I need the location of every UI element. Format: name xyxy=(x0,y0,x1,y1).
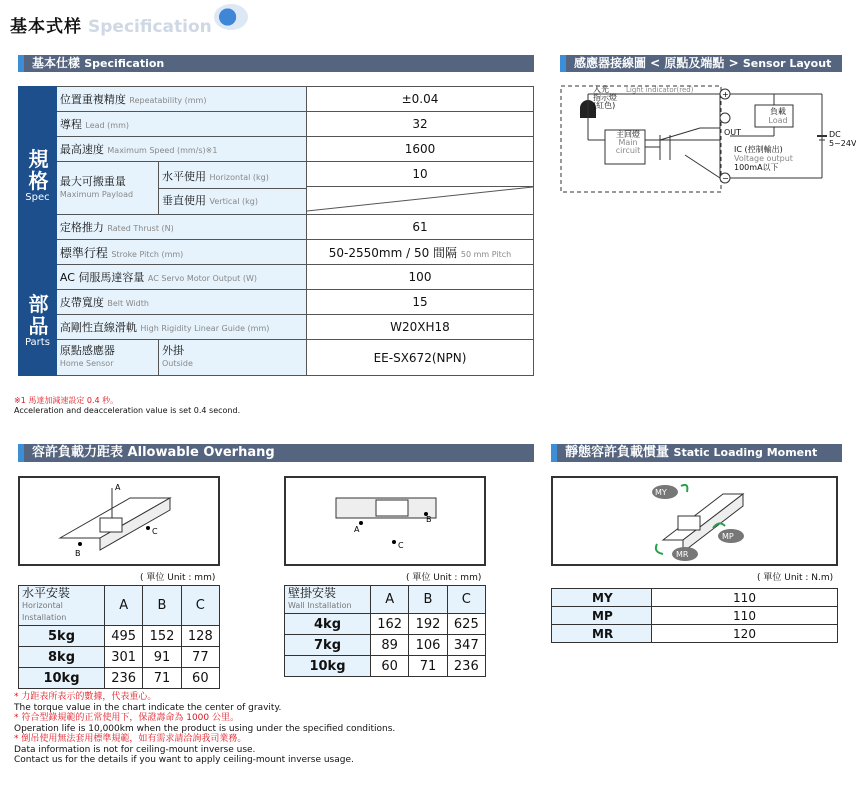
table-row: 定格推力 Rated Thrust (N) 61 xyxy=(19,215,534,240)
page-title xyxy=(10,12,212,37)
spec-table xyxy=(18,86,534,376)
table-row: 高剛性直線滑軌 High Rigidity Linear Guide (mm) W20XH18 xyxy=(19,315,534,340)
title-en: Specification xyxy=(88,17,212,37)
svg-text:+: + xyxy=(722,90,729,99)
table-row: 最大可搬重量 Maximum Payload 水平使用 Horizontal (kg) 垂直使用 Vertical (kg) 10 xyxy=(19,162,534,215)
moment-unit: ( 單位 Unit : N.m) xyxy=(757,573,834,583)
spec-section-bar: 基本仕樣 Specification xyxy=(18,55,534,72)
table-row: 原點感應器 Home Sensor 外掛 Outside EE-SX672(NPN) xyxy=(19,340,534,376)
moment-table xyxy=(551,588,838,643)
out-label: OUT xyxy=(724,128,742,137)
svg-text:C: C xyxy=(152,527,158,536)
title-zh: 基本式样 xyxy=(10,17,82,37)
table-row: 導程 Lead (mm) 32 xyxy=(19,112,534,137)
wall-table: 壁掛安裝 Wall Installation A B C 4kg 162 192 625 7kg 89 106 347 10kg 60 71 236 xyxy=(284,585,486,677)
svg-text:MP: MP xyxy=(722,532,734,541)
table-row: MP 110 xyxy=(552,607,838,625)
table-row: 標準行程 Stroke Pitch (mm) 50-2550mm / 50 間隔 50 mm Pitch xyxy=(19,240,534,265)
horizontal-table: 水平安裝 Horizontal Installation A B C 5kg 495 152 128 8kg 301 91 77 10kg 236 71 60 xyxy=(18,585,220,689)
moment-diagram xyxy=(551,476,838,566)
table-row: 最高速度 Maximum Speed (mm/s)※1 1600 xyxy=(19,137,534,162)
svg-text:B: B xyxy=(75,549,81,558)
table-row: 部品 Parts AC 伺服馬達容量 AC Servo Motor Output (W) 100 xyxy=(19,265,534,290)
spec-category: 規格 Spec xyxy=(19,87,57,265)
wall-unit: ( 單位 Unit : mm) xyxy=(406,573,482,583)
horizontal-unit: ( 單位 Unit : mm) xyxy=(140,573,216,583)
title-dot-icon xyxy=(214,4,248,30)
light-indicator-en: Light indicator(red) xyxy=(626,86,694,94)
svg-text:B: B xyxy=(426,515,432,524)
light-indicator-label: 入光 指示燈 (紅色) xyxy=(593,85,617,110)
svg-text:A: A xyxy=(115,483,121,492)
overhang-section-bar: 容許負載力距表 Allowable Overhang xyxy=(18,444,534,462)
svg-text:A: A xyxy=(354,525,360,534)
svg-text:−: − xyxy=(722,174,729,183)
table-row: 10kg 236 71 60 xyxy=(19,668,220,689)
wall-diagram xyxy=(284,476,486,566)
svg-text:MR: MR xyxy=(676,550,689,559)
horizontal-diagram xyxy=(18,476,220,566)
table-row: 7kg 89 106 347 xyxy=(285,635,486,656)
table-row: 5kg 495 152 128 xyxy=(19,626,220,647)
main-circuit-label: 主回燈 Main circuit xyxy=(615,130,641,155)
not-applicable-slash xyxy=(307,187,533,211)
svg-text:MY: MY xyxy=(655,488,667,497)
table-row: 規格 Spec 位置重複精度 Repeatability (mm) ±0.04 xyxy=(19,87,534,112)
table-row: MY 110 xyxy=(552,589,838,607)
spec-note: ※1 馬達加減速設定 0.4 秒。 Acceleration and deacceleration value is set 0.4 second. xyxy=(14,396,241,415)
table-row: MR 120 xyxy=(552,625,838,643)
parts-category: 部品 Parts xyxy=(19,265,57,376)
table-row: 皮帶寬度 Belt Width 15 xyxy=(19,290,534,315)
moment-section-bar: 靜態容許負載慣量 Static Loading Moment xyxy=(551,444,842,462)
sensor-section-bar: 感應器接線圖 < 原點及端點 > Sensor Layout xyxy=(560,55,842,72)
bottom-notes: * 力距表所表示的數據，代表重心。 The torque value in the chart indicate the center of gravity. * 符合型錄規範的正常使用下，保證壽命為 1000 公里。 Operation life is 10,000km when the product is using under the specified conditions. * 倒吊使用無法套用標準規範，如有需求請洽詢我司業務。 Data information is not for ceiling-mount inverse use. Contact us for the details if you want to apply ceiling-mount inverse usage. xyxy=(14,692,396,765)
ic-label: IC (控制輸出) Voltage output 100mA以下 xyxy=(734,145,793,172)
table-row: 10kg 60 71 236 xyxy=(285,656,486,677)
table-row: 4kg 162 192 625 xyxy=(285,614,486,635)
load-label: 負載 Load xyxy=(768,107,788,125)
table-row: 8kg 301 91 77 xyxy=(19,647,220,668)
dc-label: DC 5~24V xyxy=(829,130,856,148)
svg-text:C: C xyxy=(398,541,404,550)
